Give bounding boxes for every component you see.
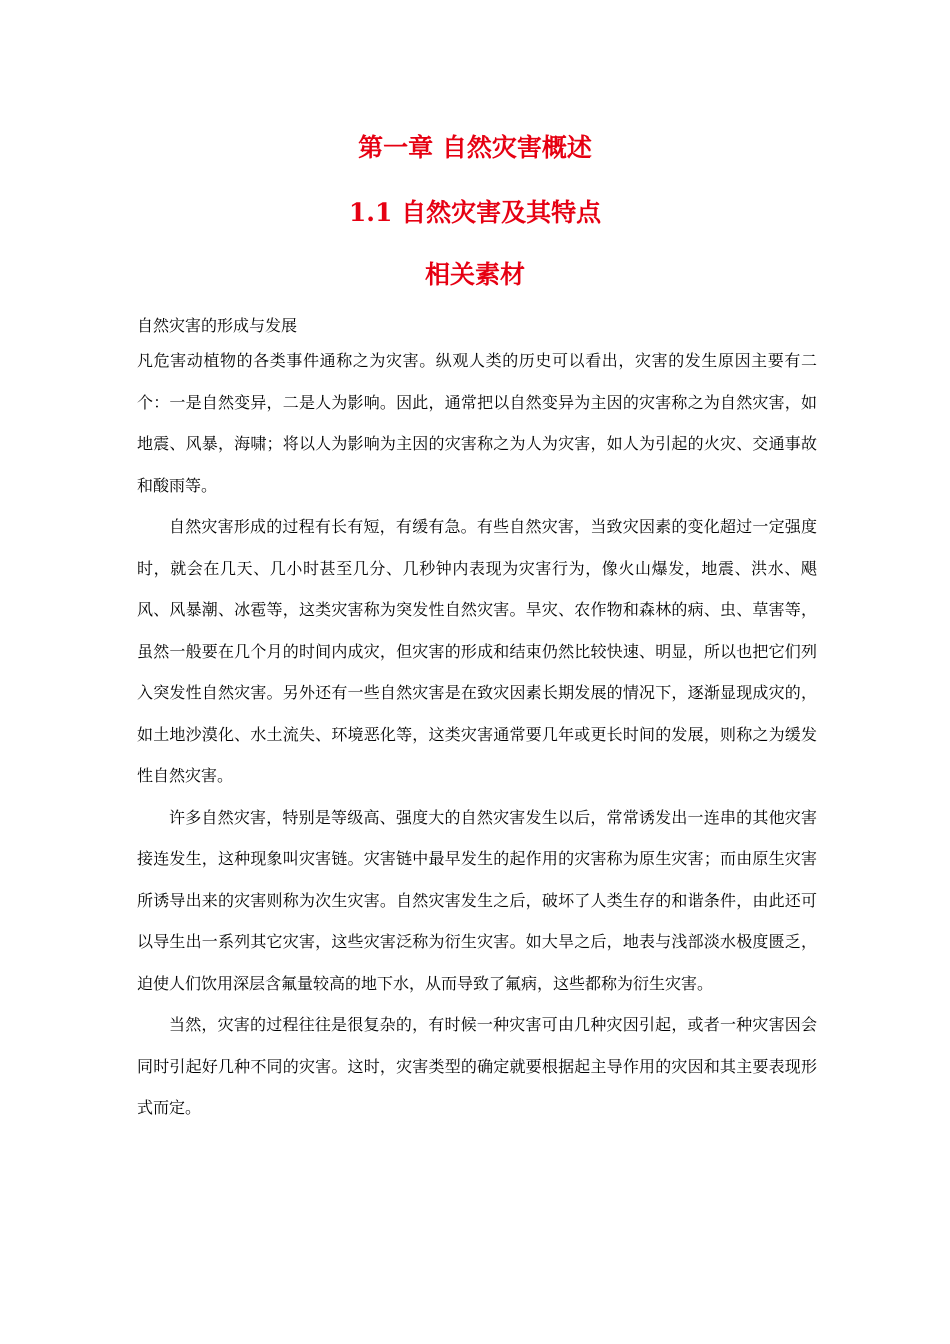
paragraph-2: 自然灾害形成的过程有长有短，有缓有急。有些自然灾害，当致灾因素的变化超过一定强度时，就会在几天、几小时甚至几分、几秒钟内表现为灾害行为，像火山爆发，地震、洪水、飓风、风暴潮、冰雹等，这类灾害称为突发性自然灾害。旱灾、农作物和森林的病、虫、草害等，虽然一般要在几个月的时间内成灾，但灾害的形成和结束仍然比较快速、明显，所以也把它们列入突发性自然灾害。另外还有一些自然灾害是在致灾因素长期发展的情况下，逐渐显现成灾的，如土地沙漠化、水土流失、环境恶化等，这类灾害通常要几年或更长时间的发展，则称之为缓发性自然灾害。	[137, 517, 817, 785]
chapter-title: 第一章 自然灾害概述	[358, 133, 592, 162]
material-title: 相关素材	[424, 260, 525, 289]
paragraph-3: 许多自然灾害，特别是等级高、强度大的自然灾害发生以后，常常诱发出一连串的其他灾害接连发生，这种现象叫灾害链。灾害链中最早发生的起作用的灾害称为原生灾害；而由原生灾害所诱导出来的灾害则称为次生灾害。自然灾害发生之后，破坏了人类生存的和谐条件，由此还可以导生出一系列其它灾害，这些灾害泛称为衍生灾害。如大旱之后，地表与浅部淡水极度匮乏，迫使人们饮用深层含氟量较高的地下水，从而导致了氟病，这些都称为衍生灾害。	[137, 807, 817, 993]
paragraph-1: 凡危害动植物的各类事件通称之为灾害。纵观人类的历史可以看出，灾害的发生原因主要有二个：一是自然变异，二是人为影响。因此，通常把以自然变异为主因的灾害称之为自然灾害，如地震、风暴，海啸；将以人为影响为主因的灾害称之为人为灾害，如人为引起的火灾、交通事故和酸雨等。	[137, 351, 817, 495]
paragraph-4: 当然，灾害的过程往往是很复杂的，有时候一种灾害可由几种灾因引起，或者一种灾害因会同时引起好几种不同的灾害。这时，灾害类型的确定就要根据起主导作用的灾因和其主要表现形式而定。	[137, 1015, 817, 1117]
article-subheading: 自然灾害的形成与发展	[137, 316, 298, 335]
section-title: 1.1 自然灾害及其特点	[348, 198, 602, 227]
article-body	[137, 312, 817, 1129]
